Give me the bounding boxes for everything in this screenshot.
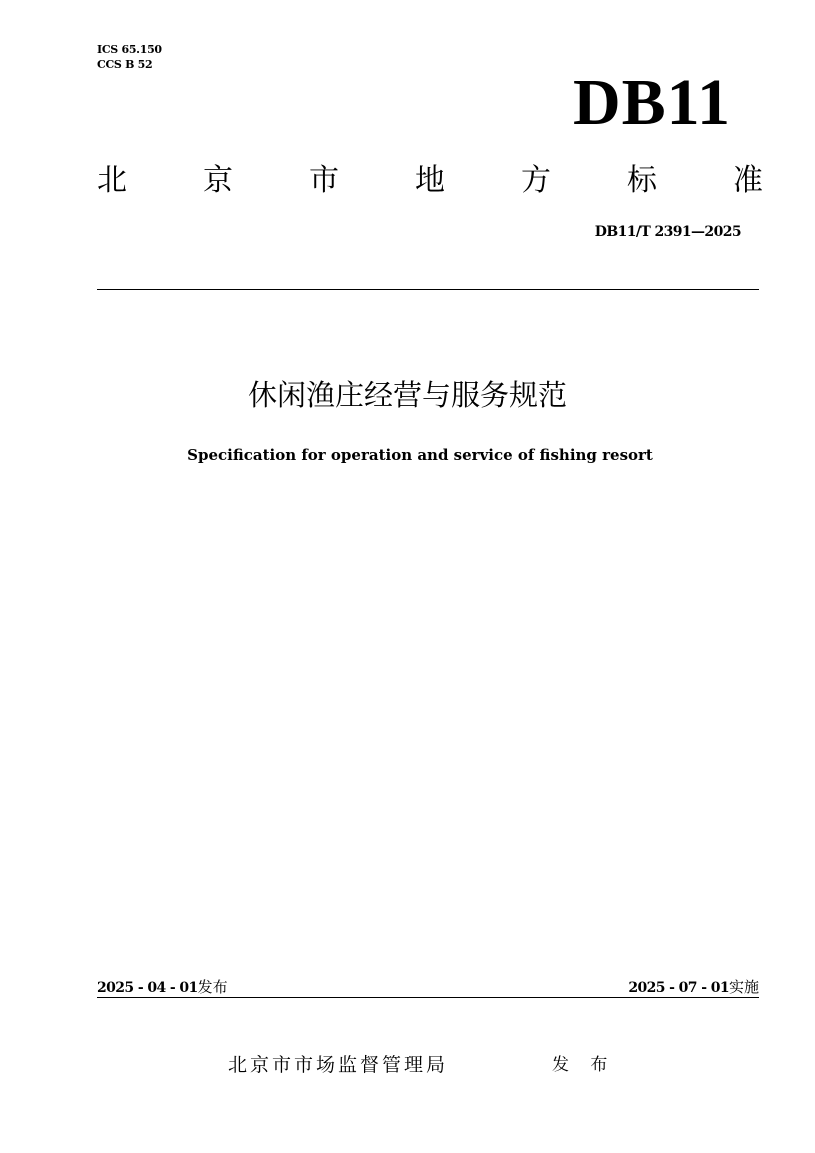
implement-date-line xyxy=(628,976,759,999)
standard-type-char: 市 xyxy=(309,163,339,198)
publish-date: 2025 - 04 - 01 xyxy=(97,980,198,996)
standard-type-char: 北 xyxy=(97,163,127,198)
issue-label: 发 布 xyxy=(552,1055,616,1075)
standard-type-char: 标 xyxy=(627,163,657,198)
standard-type-char: 方 xyxy=(521,163,551,198)
implement-suffix: 实施 xyxy=(728,978,759,996)
implement-date: 2025 - 07 - 01 xyxy=(628,980,729,996)
ccs-code: CCS B 52 xyxy=(97,58,153,71)
publish-suffix: 发布 xyxy=(197,978,228,996)
classification-codes xyxy=(97,42,162,72)
document-title-chinese: 休闲渔庄经营与服务规范 xyxy=(247,378,567,412)
standard-type-char: 京 xyxy=(203,163,233,198)
ics-code: ICS 65.150 xyxy=(97,43,162,56)
standard-type-char: 准 xyxy=(733,163,763,198)
document-title-english: Specification for operation and service of fishing resort xyxy=(187,446,653,464)
standard-type-title xyxy=(97,160,763,202)
issuing-authority: 北京市市场监督管理局 xyxy=(228,1054,449,1076)
standard-logo: DB11 xyxy=(572,66,731,139)
top-divider xyxy=(97,289,759,290)
standard-type-char: 地 xyxy=(415,163,445,198)
bottom-divider xyxy=(97,997,759,998)
publish-date-line xyxy=(97,976,228,999)
standard-number: DB11/T 2391—2025 xyxy=(594,224,741,240)
